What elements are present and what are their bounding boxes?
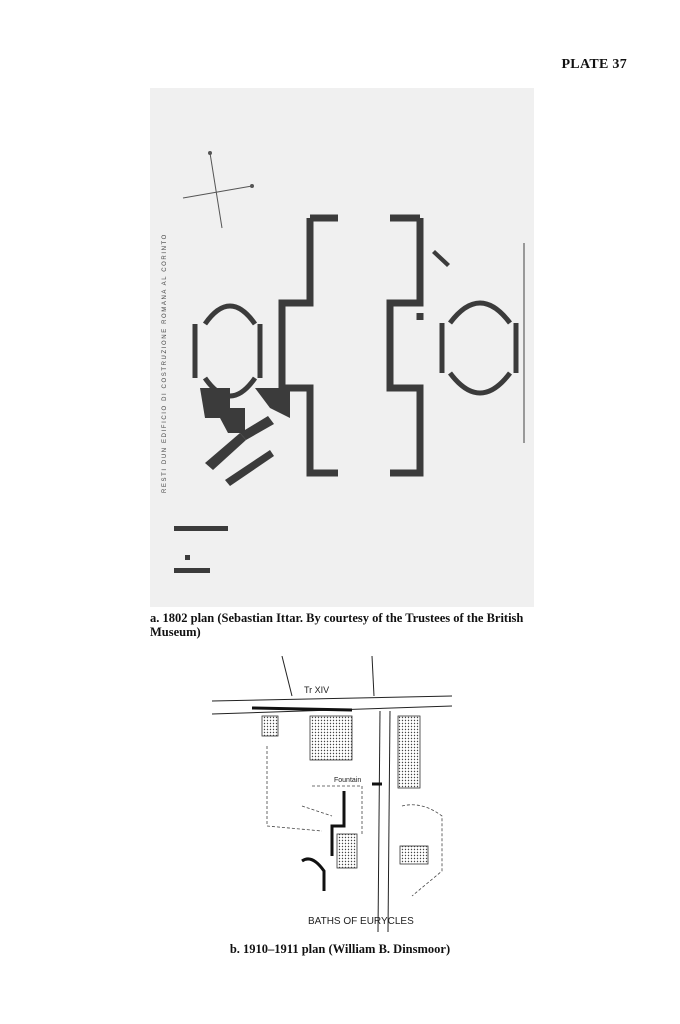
plan-1910-drawing <box>212 656 456 932</box>
figure-a-plan-1802 <box>150 88 534 607</box>
plan-1802-drawing <box>150 88 534 607</box>
fountain-label: Fountain <box>334 777 362 784</box>
plan-vertical-title: RESTI DUN EDIFICIO DI COSTRUZIONE ROMANA AL CORINTO <box>162 233 168 493</box>
caption-a: a. 1802 plan (Sebastian Ittar. By courtesy of the Trustees of the British Museum) <box>150 611 524 639</box>
street-label: Tr XIV <box>304 685 330 695</box>
caption-b: b. 1910–1911 plan (William B. Dinsmoor) <box>229 942 451 956</box>
figure-b-plan-1910 <box>212 656 456 932</box>
baths-label: BATHS OF EURYCLES <box>308 916 414 927</box>
plate-label: PLATE 37 <box>561 57 627 72</box>
